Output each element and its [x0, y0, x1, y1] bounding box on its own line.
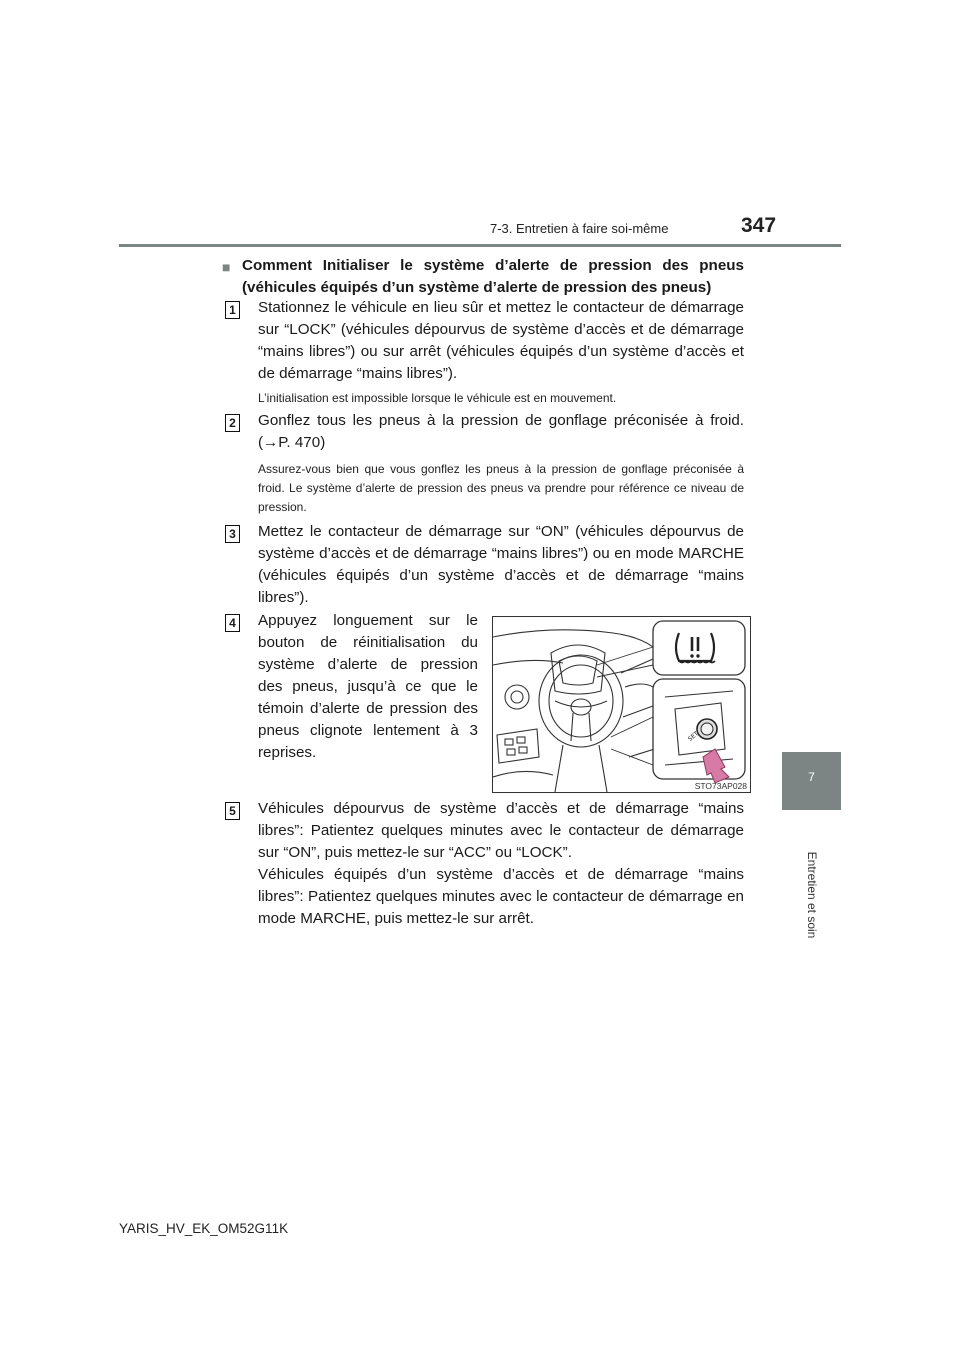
- header-divider: [119, 244, 841, 247]
- step-5-text: Véhicules dépourvus de système d’accès et de démarrage “mains libres”: Patientez quelques minutes avec le contacteur de démarrage sur “ON”, puis mettez-le sur “ACC” ou “LOCK”.: [258, 800, 744, 861]
- section-title: [222, 255, 744, 299]
- step-1-text: Stationnez le véhicule en lieu sûr et mettez le contacteur de démarrage sur “LOCK” (véhicules dépourvus de système d’accès et de démarrage “mains libres”) ou sur arrêt (véhicules équipés d’un système d’accès et de démarrage “mains libres”).: [258, 299, 744, 382]
- step-2-note: Assurez-vous bien que vous gonflez les pneus à la pression de gonflage préconisée à froid. Le système d’alerte de pression des pneus va prendre pour référence ce niveau de pression.: [258, 462, 744, 514]
- step-number-2: 2: [225, 414, 240, 432]
- header-section-title: 7-3. Entretien à faire soi-même: [490, 221, 669, 236]
- step-number-3: 3: [225, 525, 240, 543]
- chapter-tab: [782, 752, 841, 810]
- square-bullet-icon: ■: [222, 259, 231, 275]
- dashboard-illustration: [492, 616, 751, 793]
- chapter-title: Entretien et soin: [805, 851, 819, 939]
- page-number: 347: [741, 214, 777, 237]
- chapter-number: 7: [808, 770, 815, 784]
- step-1-note: L’initialisation est impossible lorsque le véhicule est en mouvement.: [258, 391, 617, 405]
- step-5-text-2: Véhicules équipés d’un système d’accès et de démarrage “mains libres”: Patientez quelques minutes avec le contacteur de démarrage en mode MARCHE, puis mettez-le sur arrêt.: [258, 866, 744, 927]
- illustration-code: STO73AP028: [694, 781, 747, 791]
- document-code: YARIS_HV_EK_OM52G11K: [119, 1221, 289, 1236]
- section-title-line2: (véhicules équipés d’un système d’alerte de pression des pneus): [242, 279, 712, 296]
- svg-text:SET: SET: [686, 730, 700, 743]
- step-4-text: Appuyez longuement sur le bouton de réinitialisation du système d’alerte de pression des pneus, jusqu’à ce que le témoin d’alerte de pression des pneus clignote lentement à 3 reprises.: [258, 612, 478, 761]
- step-number-4: 4: [225, 614, 240, 632]
- step-number-1: 1: [225, 301, 240, 319]
- step-number-5: 5: [225, 802, 240, 820]
- step-3-text: Mettez le contacteur de démarrage sur “ON” (véhicules dépourvus de système d’accès et de démarrage “mains libres”) ou en mode MARCHE (véhicules équipés d’un système d’accès et de démarrage “mains libres”).: [258, 523, 744, 606]
- step-2-text: Gonflez tous les pneus à la pression de gonflage préconisée à froid. (→P. 470): [258, 412, 744, 451]
- section-title-line1: Comment Initialiser le système d’alerte de pression des pneus: [242, 257, 744, 274]
